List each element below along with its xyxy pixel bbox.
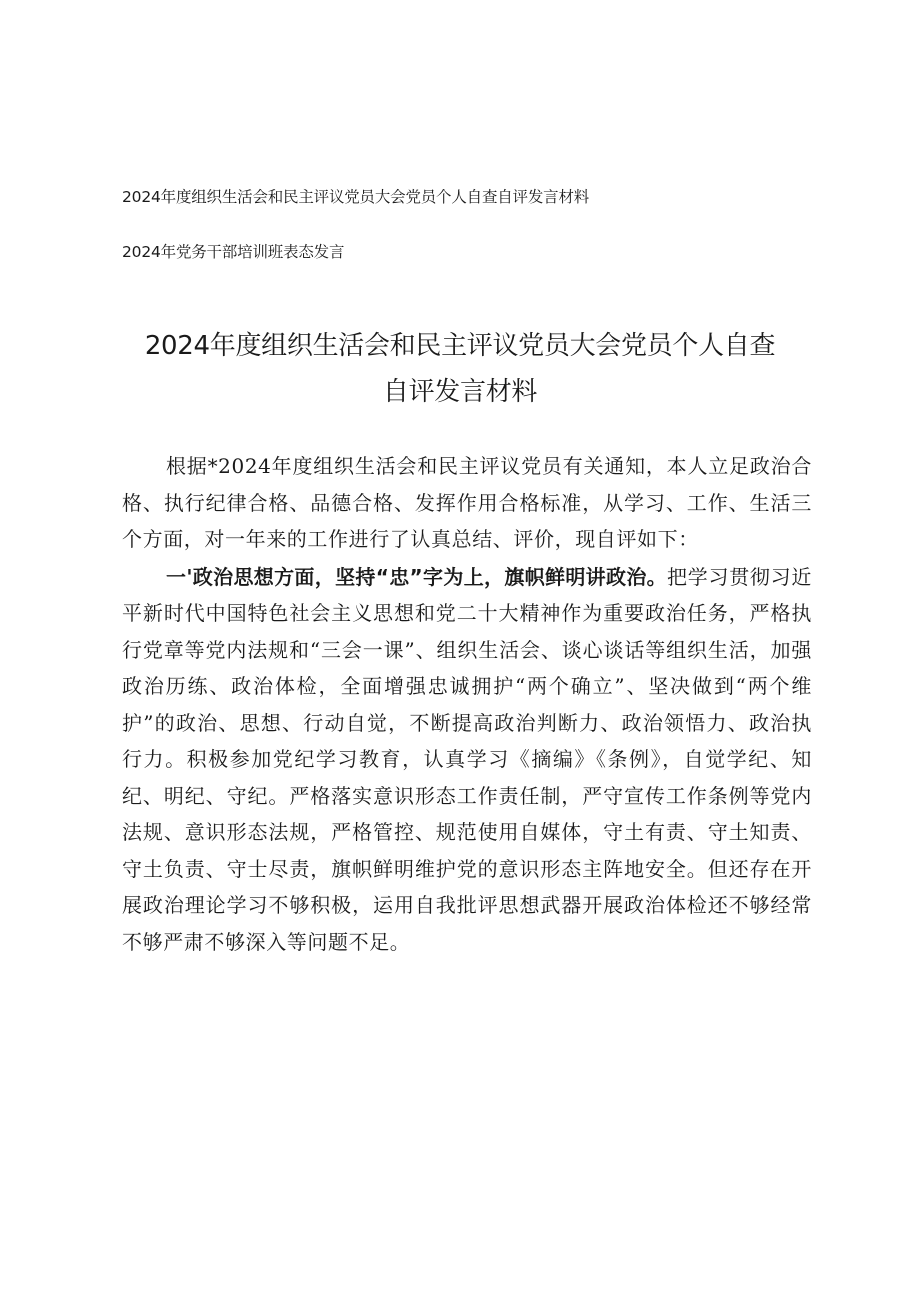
document-title — [100, 323, 820, 415]
section-1-heading: 一'政治思想方面，坚持“忠”字为上，旗帜鲜明讲政治。 — [166, 564, 668, 589]
toc-item: 2024年党务干部培训班表态发言 — [122, 243, 345, 261]
toc-item: 2024年度组织生活会和民主评议党员大会党员个人自查自评发言材料 — [122, 188, 590, 206]
title-line-1: 2024年度组织生活会和民主评议党员大会党员个人自查 — [144, 331, 776, 362]
title-line-2: 自评发言材料 — [382, 377, 538, 408]
intro-paragraph: 根据*2024年度组织生活会和民主评议党员有关通知，本人立足政治合格、执行纪律合格、品德合格、发挥作用合格标准，从学习、工作、生活三个方面，对一年来的工作进行了认真总结、评价，现自评如下： — [122, 454, 812, 551]
table-of-contents — [122, 186, 822, 263]
section-1-paragraph — [122, 559, 812, 961]
section-1-text: 把学习贯彻习近平新时代中国特色社会主义思想和党二十大精神作为重要政治任务，严格执行党章等党内法规和“三会一课”、组织生活会、谈心谈话等组织生活，加强政治历练、政治体检，全面增强忠诚拥护“两个确立”、坚决做到“两个维护”的政治、思想、行动自觉，不断提高政治判断力、政治领悟力、政治执行力。积极参加党纪学习教育，认真学习《摘编》《条例》，自觉学纪、知纪、明纪、守纪。严格落实意识形态工作责任制，严守宣传工作条例等党内法规、意识形态法规，严格管控、规范使用自媒体，守土有责、守土知责、守土负责、守士尽责，旗帜鲜明维护党的意识形态主阵地安全。但还存在开展政治理论学习不够积极，运用自我批评思想武器开展政治体检还不够经常不够严肃不够深入等问题不足。 — [122, 564, 812, 954]
document-body — [122, 448, 812, 960]
